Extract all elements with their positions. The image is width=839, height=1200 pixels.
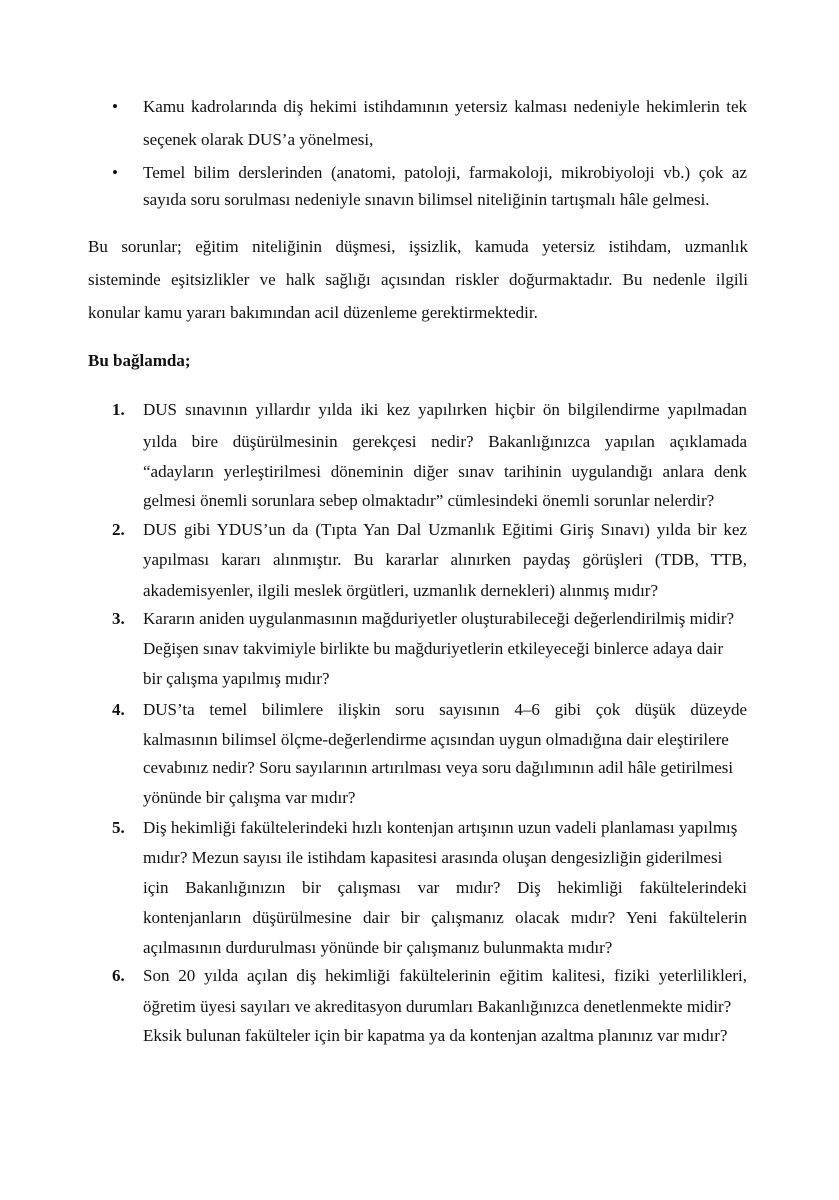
bullet-1-line-1: Kamu kadrolarında diş hekimi istihdamının yetersiz kalması nedeniyle hekimlerin tek: [143, 97, 747, 116]
question-6-number: 6.: [112, 966, 125, 985]
paragraph-line-3: konular kamu yararı bakımından acil düzenleme gerektirmektedir.: [88, 303, 538, 322]
question-1-number: 1.: [112, 400, 125, 419]
question-2-number: 2.: [112, 520, 125, 539]
question-1-line-2: yılda bire düşürülmesinin gerekçesi nedir? Bakanlığınızca yapılan açıklamada: [143, 432, 747, 451]
question-6-line-1: Son 20 yılda açılan diş hekimliği fakültelerinin eğitim kalitesi, fiziki yeterlilikleri,: [143, 966, 747, 985]
question-1-line-3: “adayların yerleştirilmesi döneminin diğer sınav tarihinin uygulandığı anlara denk: [143, 462, 747, 481]
question-5-number: 5.: [112, 818, 125, 837]
question-1-line-4: gelmesi önemli sorunlara sebep olmaktadır” cümlesindeki önemli sorunlar nelerdir?: [143, 491, 715, 510]
bullet-2-line-1: Temel bilim derslerinden (anatomi, patoloji, farmakoloji, mikrobiyoloji vb.) çok az: [143, 163, 747, 182]
question-3-number: 3.: [112, 609, 125, 628]
question-3-line-3: bir çalışma yapılmış mıdır?: [143, 669, 330, 688]
section-heading: Bu bağlamda;: [88, 351, 191, 370]
question-2-line-2: yapılması kararı alınmıştır. Bu kararlar alınırken paydaş görüşleri (TDB, TTB,: [143, 550, 747, 569]
question-5-line-5: açılmasının durdurulması yönünde bir çalışmanız bulunmakta mıdır?: [143, 938, 613, 957]
question-5-line-4: kontenjanların düşürülmesine dair bir çalışmanız olacak mıdır? Yeni fakültelerin: [143, 908, 747, 927]
question-6-line-2: öğretim üyesi sayıları ve akreditasyon durumları Bakanlığınızca denetlenmekte midir?: [143, 997, 732, 1016]
question-3-line-1: Kararın aniden uygulanmasının mağduriyetler oluşturabileceği değerlendirilmiş midir?: [143, 609, 735, 628]
question-2-line-3: akademisyenler, ilgili meslek örgütleri, uzmanlık dernekleri) alınmış mıdır?: [143, 581, 658, 600]
paragraph-line-2: sisteminde eşitsizlikler ve halk sağlığı açısından riskler doğurmaktadır. Bu nedenle ilgili: [88, 270, 748, 289]
question-4-line-4: yönünde bir çalışma var mıdır?: [143, 788, 356, 807]
question-5-line-1: Diş hekimliği fakültelerindeki hızlı kontenjan artışının uzun vadeli planlaması yapılmış: [143, 818, 738, 837]
question-3-line-2: Değişen sınav takvimiyle birlikte bu mağduriyetlerin etkileyeceği binlerce adaya dair: [143, 639, 724, 658]
bullet-2-line-2: sayıda soru sorulması nedeniyle sınavın bilimsel niteliğinin tartışmalı hâle gelmesi.: [143, 190, 710, 209]
paragraph-line-1: Bu sorunlar; eğitim niteliğinin düşmesi, işsizlik, kamuda yetersiz istihdam, uzmanlık: [88, 237, 748, 256]
question-5-line-3: için Bakanlığınızın bir çalışması var mıdır? Diş hekimliği fakültelerindeki: [143, 878, 747, 897]
question-1-line-1: DUS sınavının yıllardır yılda iki kez yapılırken hiçbir ön bilgilendirme yapılmadan: [143, 400, 747, 419]
bullet-1-line-2: seçenek olarak DUS’a yönelmesi,: [143, 130, 374, 149]
question-4-line-2: kalmasının bilimsel ölçme-değerlendirme açısından uygun olmadığına dair eleştirilere: [143, 730, 729, 749]
bullet-1-marker: •: [112, 97, 118, 116]
question-4-line-3: cevabınız nedir? Soru sayılarının artırılması veya soru dağılımının adil hâle getirilmesi: [143, 758, 734, 777]
question-2-line-1: DUS gibi YDUS’un da (Tıpta Yan Dal Uzmanlık Eğitimi Giriş Sınavı) yılda bir kez: [143, 520, 747, 539]
question-6-line-3: Eksik bulunan fakülteler için bir kapatma ya da kontenjan azaltma planınız var mıdır?: [143, 1026, 728, 1045]
question-5-line-2: mıdır? Mezun sayısı ile istihdam kapasitesi arasında oluşan dengesizliğin giderilmesi: [143, 848, 723, 867]
question-4-line-1: DUS’ta temel bilimlere ilişkin soru sayısının 4–6 gibi çok düşük düzeyde: [143, 700, 747, 719]
question-4-number: 4.: [112, 700, 125, 719]
bullet-2-marker: •: [112, 163, 118, 182]
